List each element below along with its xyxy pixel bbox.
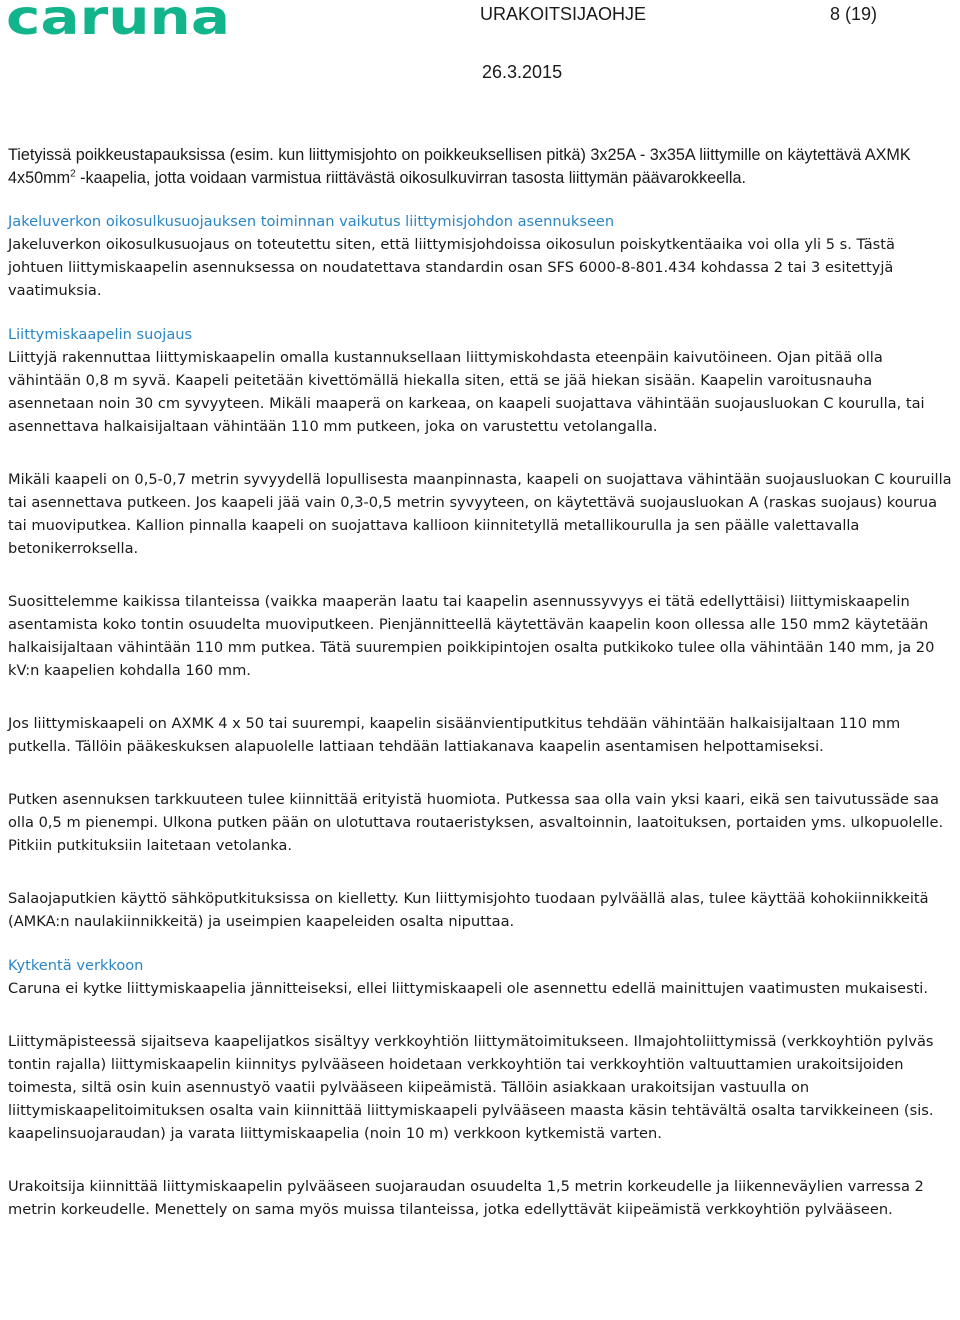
section-cable-protection: [8, 323, 953, 438]
paragraph-entry-pipe: [8, 712, 953, 758]
paragraph-text: Jos liittymiskaapeli on AXMK 4 x 50 tai suurempi, kaapelin sisäänvientiputkitus tehdään vähintään halkaisijaltaan 110 mm putkella. Tällöin pääkeskuksen alapuolelle lattiaan tehdään lattiakanava kaapelin asentamisen helpottamiseksi.: [8, 715, 901, 755]
paragraph-pipe-recommendation: [8, 590, 953, 682]
paragraph-text: Salaojaputkien käyttö sähköputkituksissa on kielletty. Kun liittymisjohto tuodaan pylväällä alas, tulee käyttää kohokiinnikkeitä (AMKA:n naulakiinnikkeitä) ja useimpien kaapeleiden osalta niputtaa.: [8, 890, 929, 930]
paragraph-text: Putken asennuksen tarkkuuteen tulee kiinnittää erityistä huomiota. Putkessa saa olla vain yksi kaari, eikä sen taivutussäde saa olla 0,5 m pienempi. Ulkona putken pään on ulotuttava routaeristyksen, asvaltoinnin, laatoituksen, portaiden yms. ulkopuolelle. Pitkiin putkituksiin laitetaan vetolanka.: [8, 791, 944, 854]
intro-text-end: -kaapelia, jotta voidaan varmistua riittävästä oikosulkuvirran tasosta liittymän päävarokkeella.: [75, 169, 746, 187]
section-text-cable-protection: Liittyjä rakennuttaa liittymiskaapelin omalla kustannuksellaan liittymiskohdasta eteenpäin kaivutöineen. Ojan pitää olla vähintään 0,8 m syvä. Kaapeli peitetään kivettömällä hiekalla siten, että se jää hiekan sisään. Kaapelin varoitusnauha asennetaan noin 30 cm syvyyteen. Mikäli maaperä on karkeaa, on kaapeli suojattava vähintään suojausluokan C kourulla, tai asennettava halkaisijaltaan vähintään 110 mm putkeen, joka on varustettu vetolangalla.: [8, 349, 925, 435]
document-body: [8, 144, 953, 1242]
document-title: URAKOITSIJAOHJE: [480, 4, 647, 24]
paragraph-text: Mikäli kaapeli on 0,5-0,7 metrin syvyydellä lopullisesta maanpinnasta, kaapeli on suojattava vähintään suojausluokan C kouruilla tai asennettava putkeen. Jos kaapeli jää vain 0,3-0,5 metrin syvyyteen, on käytettävä suojausluokan A (raskas suojaus) kourua tai muoviputkea. Kallion pinnalla kaapeli on suojattava kallioon kiinnitetyllä metallikourulla ja sen päälle valettavalla betonikerroksella.: [8, 471, 952, 557]
document-date: 26.3.2015: [482, 62, 563, 82]
section-text-grid-connection: Caruna ei kytke liittymiskaapelia jännitteiseksi, ellei liittymiskaapeli ole asennettu edellä mainittujen vaatimusten mukaisesti.: [8, 980, 928, 997]
paragraph-connection-point: [8, 1030, 953, 1145]
intro-text-start: Tietyissä poikkeustapauksissa (esim. kun liittymisjohto on poikkeuksellisen pitkä) 3x25A - 3x35A liittymille on käytettävä AXMK 4x50mm: [8, 146, 911, 187]
section-grid-connection: [8, 954, 953, 1000]
paragraph-pole-attachment: [8, 1175, 953, 1221]
paragraph-text: Liittymäpisteessä sijaitseva kaapelijatkos sisältyy verkkoyhtiön liittymätoimitukseen. Ilmajohtoliittymissä (verkkoyhtiön pylväs tontin rajalla) liittymiskaapelin kiinnitys pylvääseen hoidetaan verkkoyhtiön tai verkkoyhtiön valtuuttamien urakoitsijoiden toimesta, siltä osin kuin asennustyö vaatii pylvääseen kiipeämistä. Tällöin asiakkaan urakoitsijan vastuulla on liittymiskaapelitoimituksen osalta vain kiinnittää liittymiskaapeli pylvääseen maasta käsin tehtävältä osalta tarvikkeineen (sis. kaapelinsuojaraudan) ja varata liittymiskaapelia (noin 10 m) verkkoon kytkemistä varten.: [8, 1033, 934, 1142]
caruna-logo: [6, 0, 232, 40]
section-short-circuit: [8, 210, 953, 302]
paragraph-text: Urakoitsija kiinnittää liittymiskaapelin pylvääseen suojaraudan osuudelta 1,5 metrin korkeudelle ja liikenneväylien varressa 2 metrin korkeudelle. Menettely on sama myös muissa tilanteissa, jotka edellyttävät kiipeämistä verkkoyhtiön pylvääseen.: [8, 1178, 924, 1218]
paragraph-text: Suosittelemme kaikissa tilanteissa (vaikka maaperän laatu tai kaapelin asennussyvyys ei tätä edellyttäisi) liittymiskaapelin asentamista koko tontin osuudelta muoviputkeen. Pienjännitteellä käytettävän kaapelin koon ollessa alle 150 mm2 käytetään halkaisijaltaan vähintään 110 mm putkea. Tätä suurempien poikkipintojen osalta putkikoko tulee olla vähintään 140 mm, ja 20 kV:n kaapelien kohdalla 160 mm.: [8, 593, 935, 679]
section-heading-grid-connection: Kytkentä verkkoon: [8, 957, 144, 974]
section-heading-cable-protection: Liittymiskaapelin suojaus: [8, 326, 193, 343]
paragraph-pipe-installation: [8, 788, 953, 857]
section-text-short-circuit: Jakeluverkon oikosulkusuojaus on toteutettu siten, että liittymisjohdoissa oikosulun poiskytkentäaika voi olla yli 5 s. Tästä johtuen liittymiskaapelin asennuksessa on noudatettava standardin osan SFS 6000-8-801.434 kohdassa 2 tai 3 esitettyjä vaatimuksia.: [8, 236, 895, 299]
section-heading-short-circuit: Jakeluverkon oikosulkusuojauksen toiminnan vaikutus liittymisjohdon asennukseen: [8, 213, 615, 230]
intro-paragraph: [8, 144, 953, 190]
intro-superscript: 2: [70, 168, 76, 180]
svg-text:caruna: caruna: [6, 0, 230, 40]
paragraph-drain-pipes: [8, 887, 953, 933]
paragraph-cable-depth: [8, 468, 953, 560]
page-number: 8 (19): [830, 4, 878, 24]
